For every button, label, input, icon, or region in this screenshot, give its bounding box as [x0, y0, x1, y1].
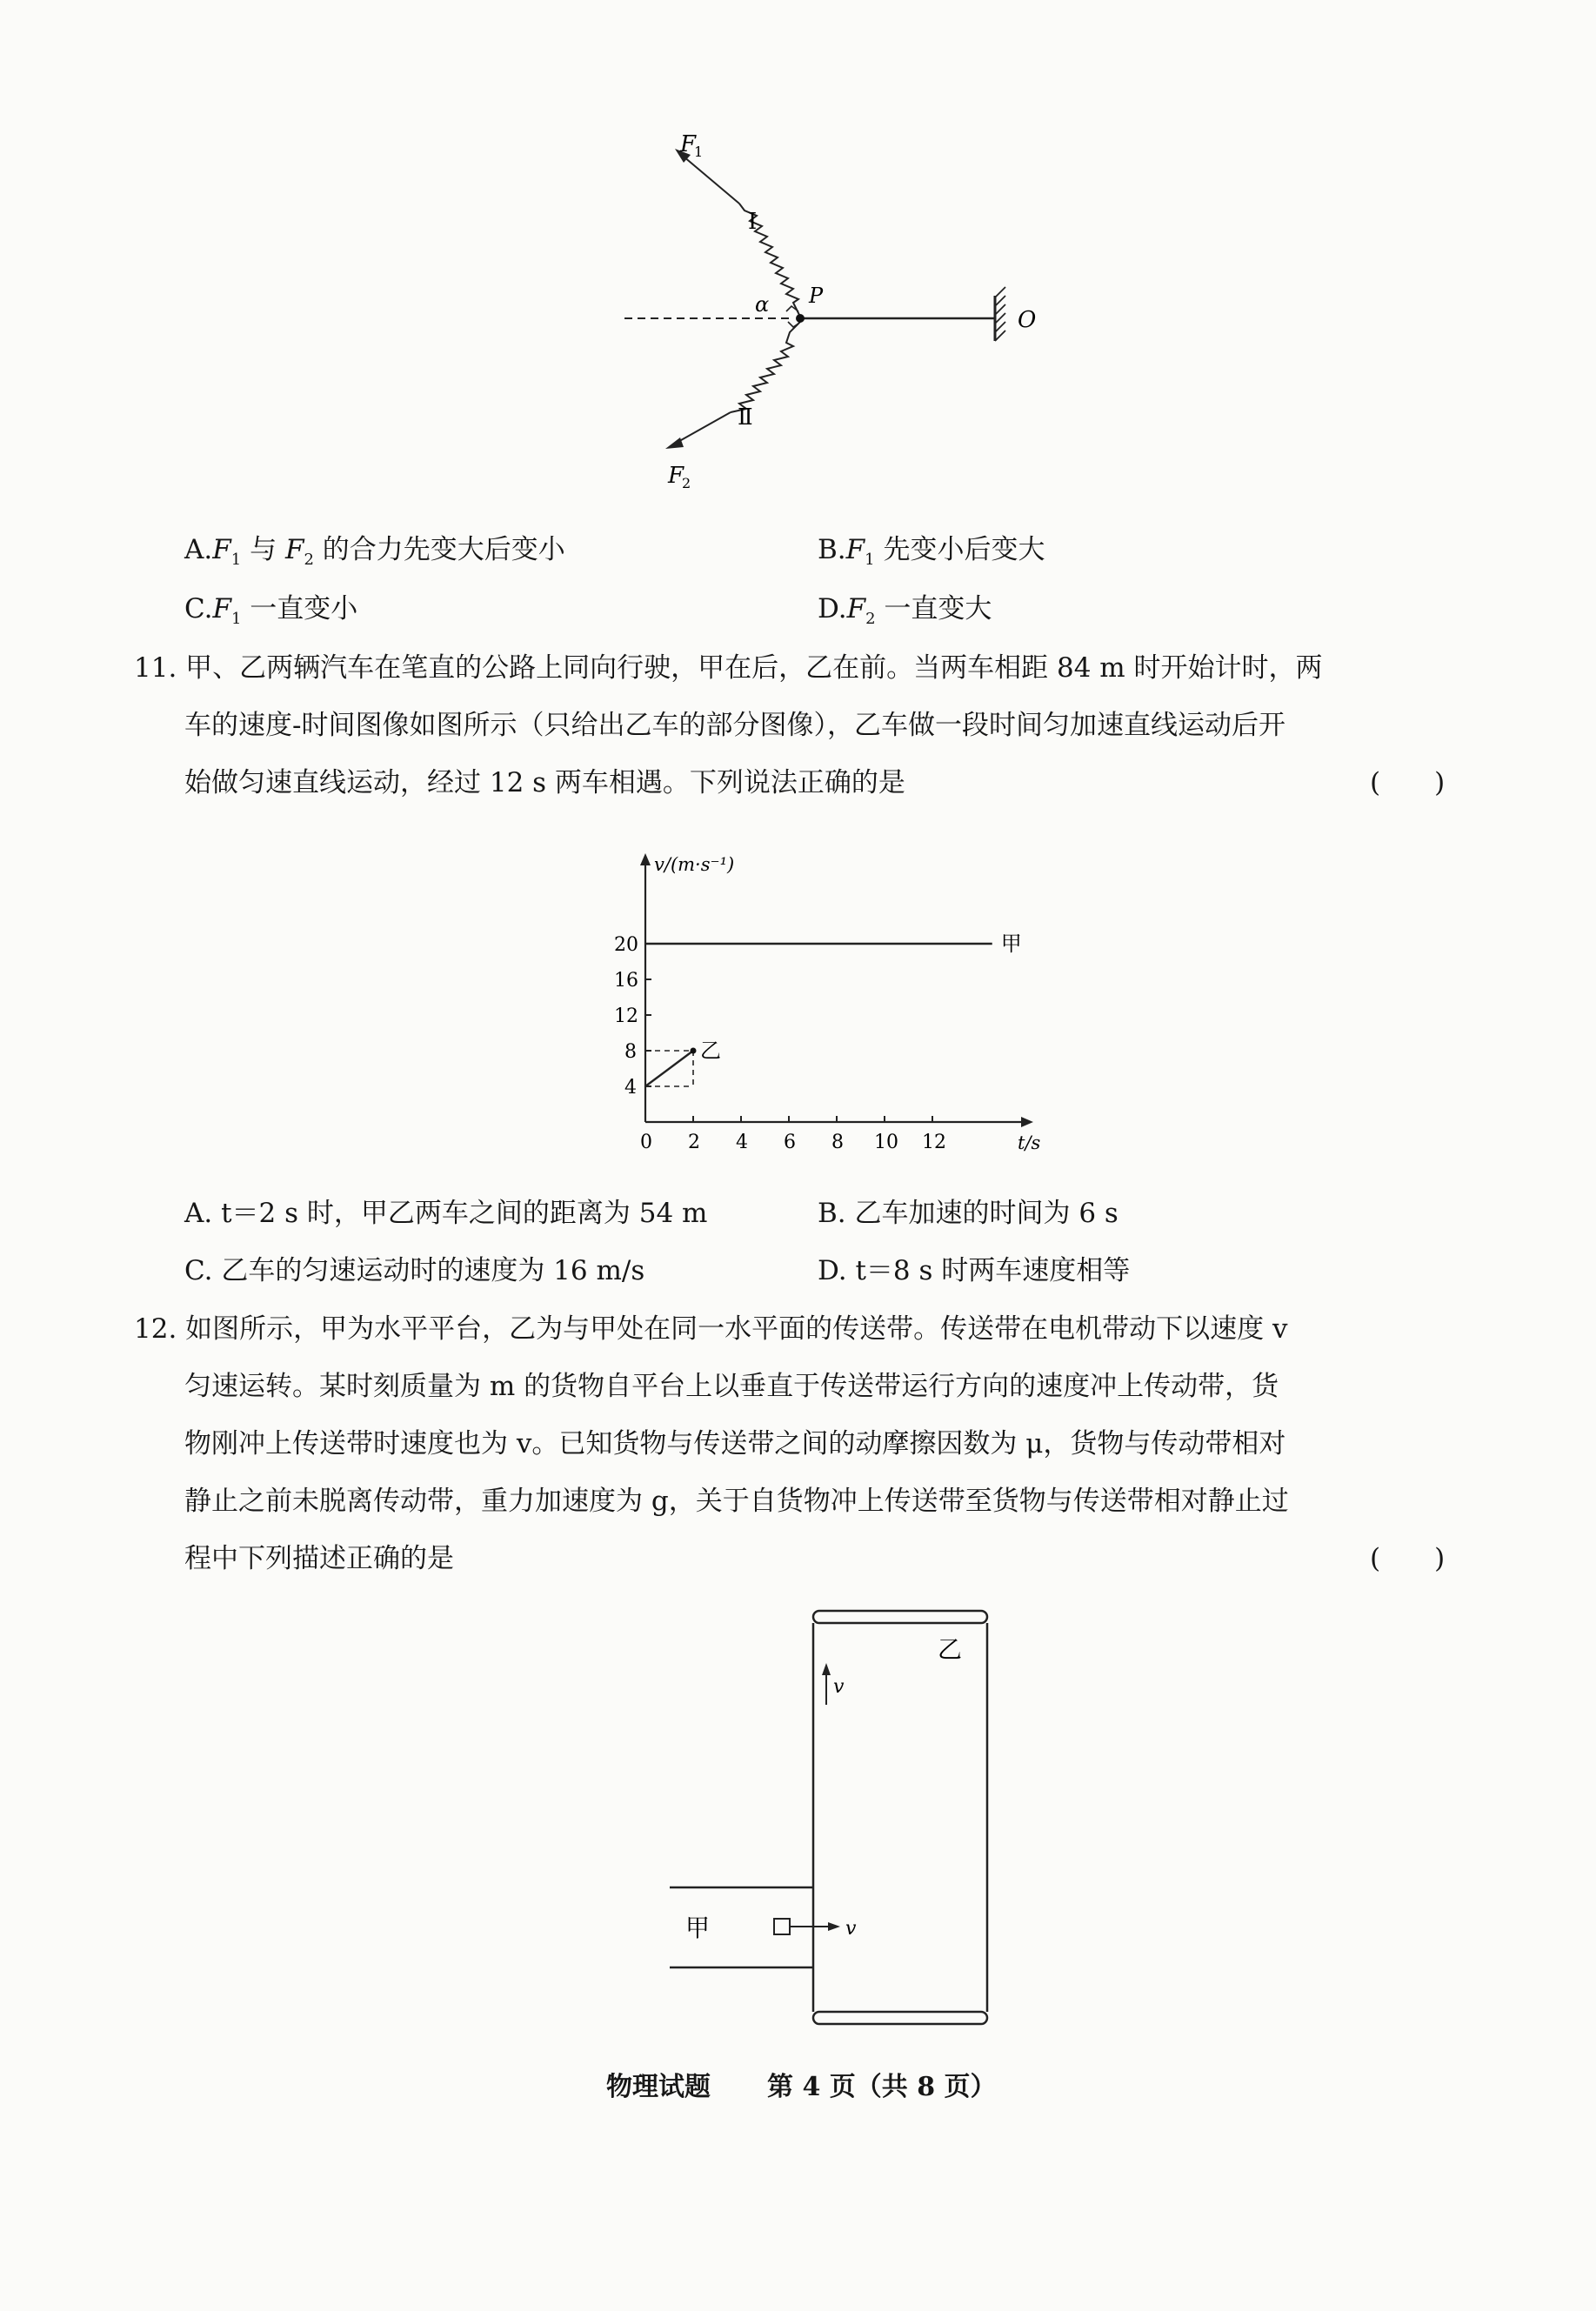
footer-page-number: 第 4 页（共 8 页）: [767, 2072, 997, 2102]
spring-1-label: I: [748, 209, 758, 235]
f2-subscript: 2: [682, 475, 691, 491]
x-tick-label: 12: [922, 1132, 946, 1153]
series-point-yi-end: [691, 1048, 697, 1054]
x-axis-arrow: [1021, 1117, 1033, 1127]
series-line-yi: [645, 1051, 693, 1086]
footer-subject: 物理试题: [606, 2072, 711, 2102]
f1-subscript: 1: [694, 144, 704, 160]
x-tick-label: 6: [784, 1132, 796, 1153]
q10-option-c: $C.F_1$ 一直变小: [184, 593, 358, 629]
x-tick-label: 10: [874, 1132, 898, 1153]
y-axis-label: v/(m·s⁻¹): [654, 854, 735, 875]
q12-line-2: 匀速运转。某时刻质量为 m 的货物自平台上以垂直于传送带运行方向的速度冲上传动带，货: [184, 1371, 1279, 1402]
f2-label: F: [668, 463, 684, 489]
y-tick-label: 16: [614, 970, 638, 992]
platform-label: 甲: [685, 1914, 711, 1942]
p-label: P: [809, 284, 824, 308]
y-tick-label: 4: [624, 1077, 637, 1099]
q10-option-a: $A.F_1$ 与 $F_2$ 的合力先变大后变小: [184, 534, 565, 570]
y-tick-label: 12: [614, 1005, 638, 1027]
belt-label: 乙: [938, 1635, 963, 1664]
y-tick-label: 20: [614, 934, 638, 956]
q11-line-2: 车的速度-时间图像如图所示（只给出乙车的部分图像），乙车做一段时间匀加速直线运动后开: [184, 710, 1285, 741]
x-tick-label: 8: [831, 1132, 844, 1153]
q12-line-4: 静止之前未脱离传动带，重力加速度为 g，关于自货物冲上传送带至货物与传送带相对静止过: [184, 1486, 1289, 1517]
force-diagram: [600, 130, 1052, 504]
q12-line-1: 12. 如图所示，甲为水平平台，乙为与甲处在同一水平面的传送带。传送带在电机带动下以速度 v: [134, 1313, 1288, 1345]
series-label-yi: 乙: [700, 1039, 721, 1063]
f1-label: F: [680, 131, 697, 157]
q11-option-d: D. t＝8 s 时两车速度相等: [818, 1255, 1131, 1286]
x-axis-label: t/s: [1018, 1132, 1041, 1153]
cargo-v-label: v: [845, 1918, 857, 1940]
y-tick-label: 8: [624, 1041, 637, 1063]
o-label: O: [1018, 307, 1037, 333]
x-tick-label: 0: [640, 1132, 652, 1153]
belt-v-label: v: [833, 1676, 845, 1698]
q10-option-d: $D.F_2$ 一直变大: [818, 593, 992, 629]
velocity-time-chart: [591, 848, 1078, 1157]
q12-line-3: 物刚冲上传送带时速度也为 v。已知货物与传送带之间的动摩擦因数为 μ，货物与传动带相对: [184, 1428, 1286, 1459]
alpha-label: α: [755, 292, 770, 317]
x-tick-label: 4: [736, 1132, 748, 1153]
spring-2-label: Ⅱ: [738, 404, 753, 431]
q11-line-3: 始做匀速直线运动，经过 12 s 两车相遇。下列说法正确的是: [184, 767, 905, 798]
x-tick-label: 2: [688, 1132, 700, 1153]
q11-answer-paren: ( ): [1370, 767, 1446, 798]
conveyor-belt-diagram: [661, 1600, 1026, 2035]
q11-option-a: A. t＝2 s 时，甲乙两车之间的距离为 54 m: [184, 1198, 708, 1229]
series-label-jia: 甲: [1000, 932, 1022, 956]
q12-line-5: 程中下列描述正确的是: [184, 1543, 454, 1574]
q12-answer-paren: ( ): [1370, 1543, 1446, 1574]
q11-option-b: B. 乙车加速的时间为 6 s: [818, 1198, 1119, 1229]
q11-option-c: C. 乙车的匀速运动时的速度为 16 m/s: [184, 1255, 645, 1286]
q10-option-b: $B.F_1$ 先变小后变大: [818, 534, 1045, 570]
y-axis-arrow: [640, 853, 651, 865]
q11-line-1: 11. 甲、乙两辆汽车在笔直的公路上同向行驶，甲在后，乙在前。当两车相距 84 m 时开始计时，两: [134, 652, 1323, 684]
